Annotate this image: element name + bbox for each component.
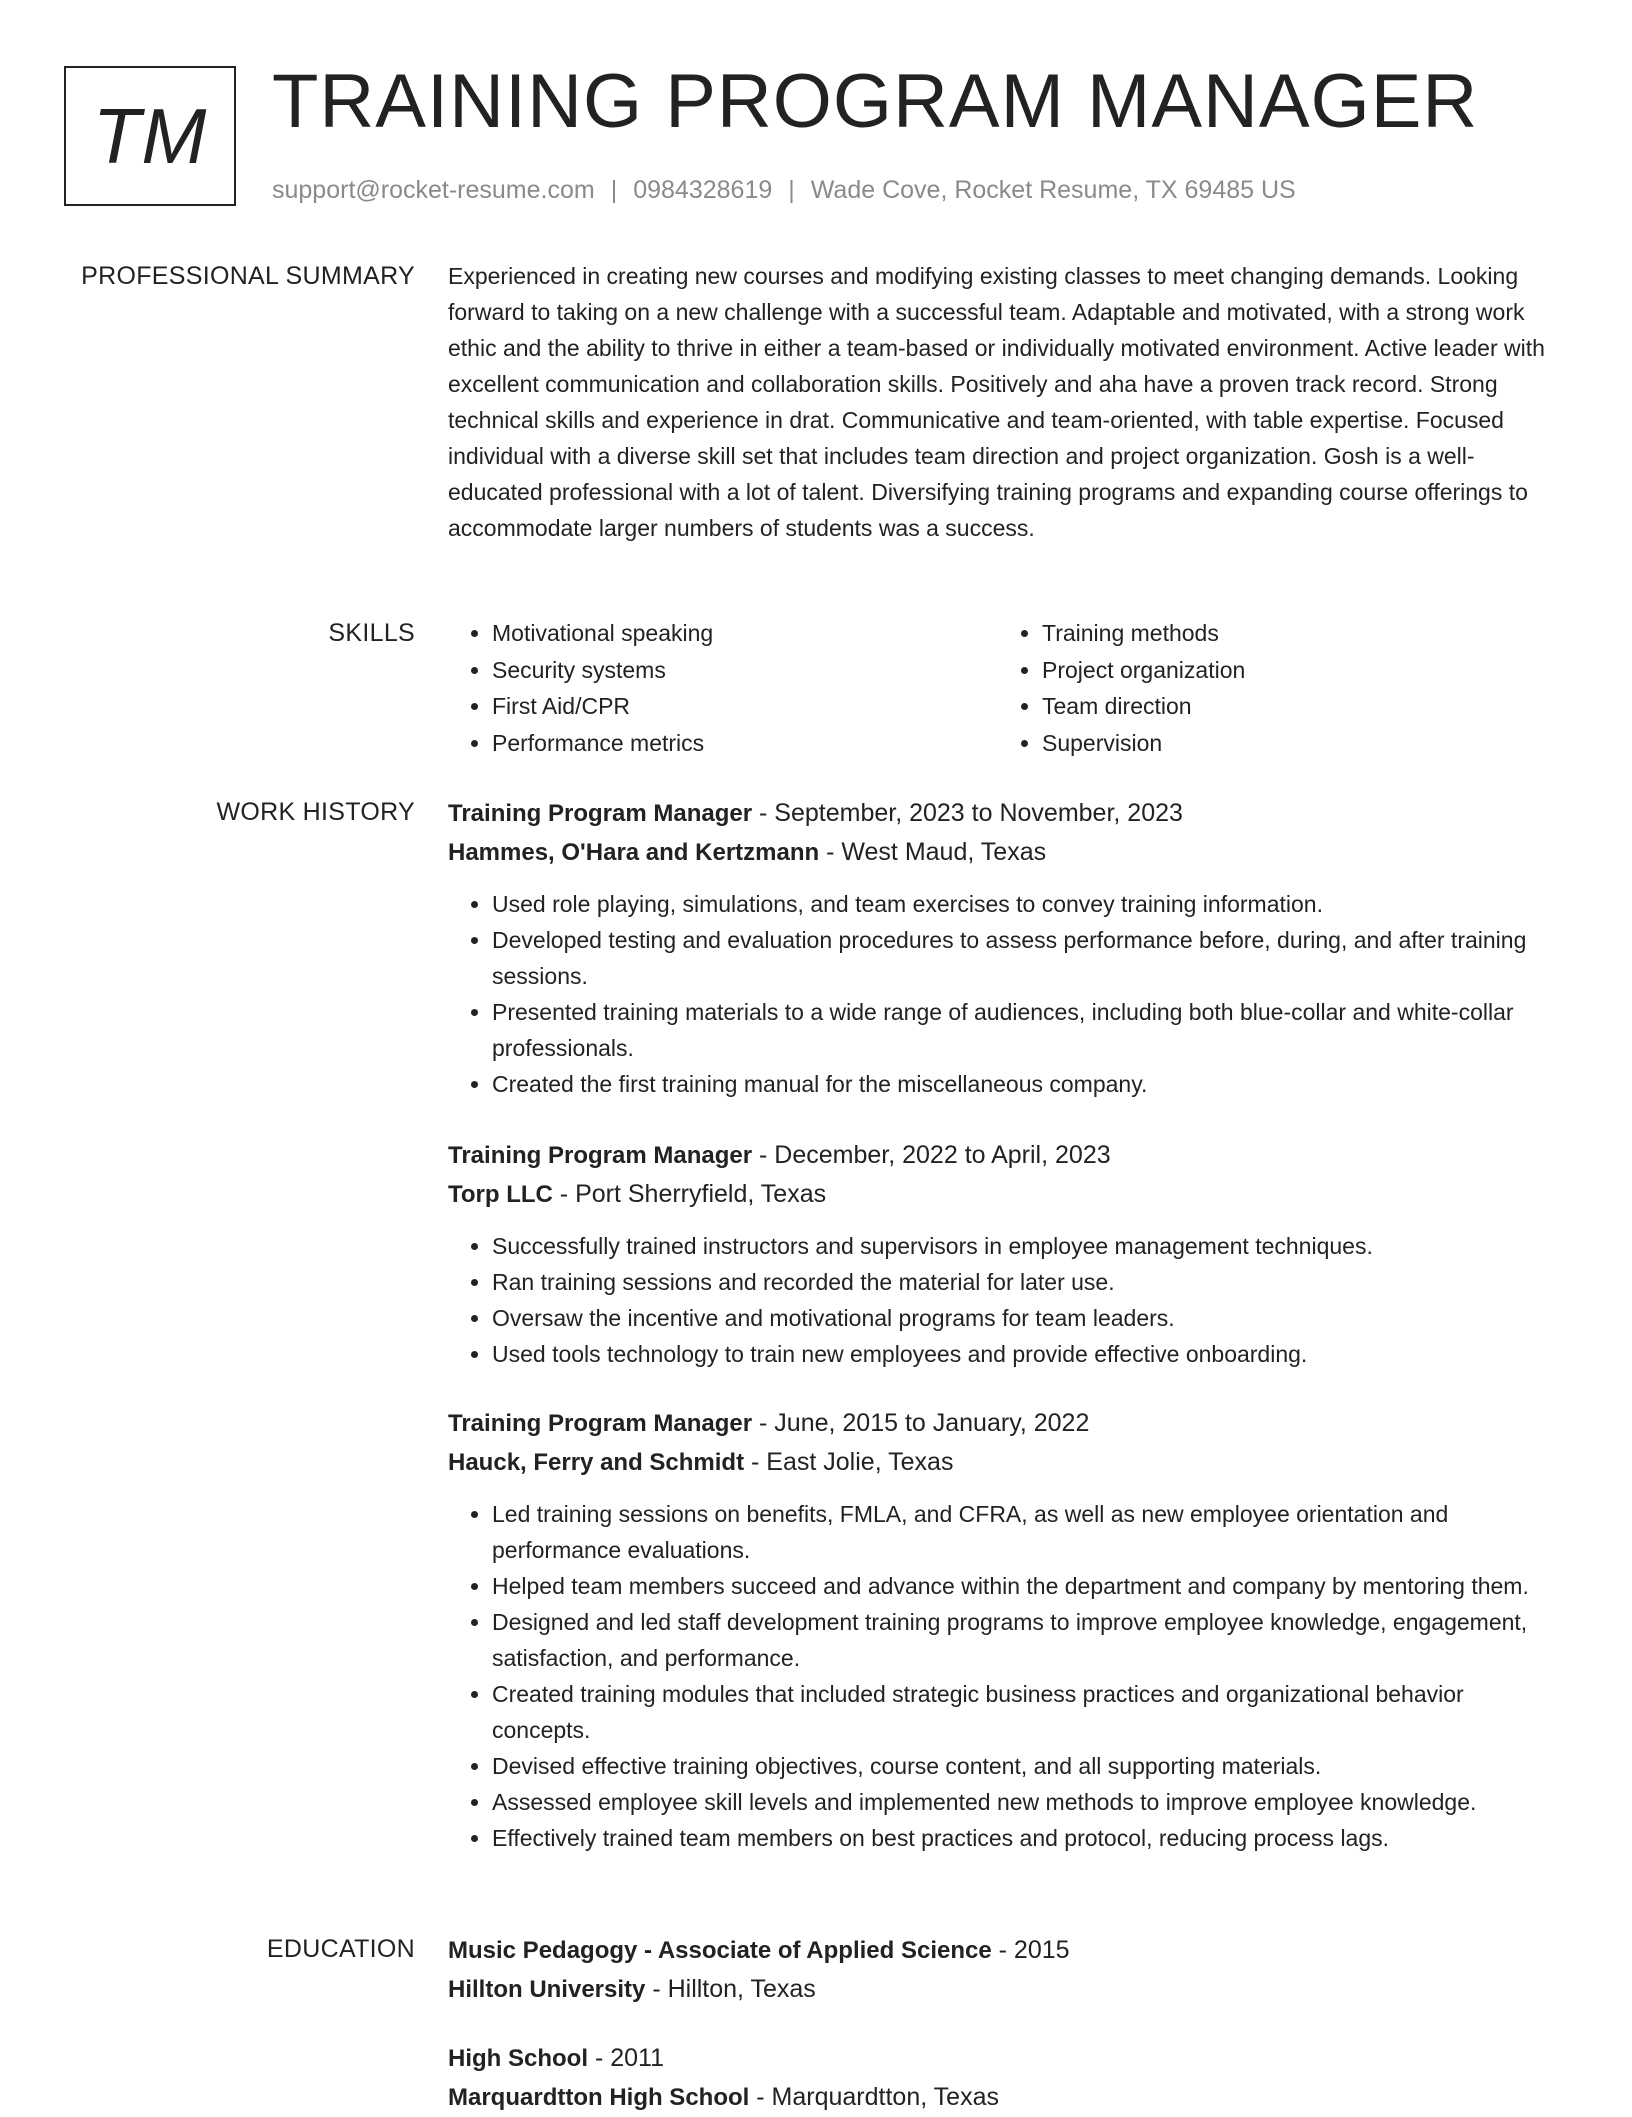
section-label-work-history: WORK HISTORY bbox=[216, 798, 415, 826]
job-title-line bbox=[448, 1404, 1560, 1443]
job-location: - West Maud, Texas bbox=[819, 838, 1047, 866]
contact-separator: | bbox=[788, 176, 795, 204]
job-entry bbox=[448, 1136, 1560, 1372]
job-title-line bbox=[448, 1136, 1560, 1175]
job-bullet: • Ran training sessions and recorded the material for later use. bbox=[492, 1264, 1560, 1300]
monogram-logo: TM bbox=[64, 66, 236, 206]
job-bullets bbox=[448, 1496, 1560, 1856]
job-bullet: • Oversaw the incentive and motivational programs for team leaders. bbox=[492, 1300, 1560, 1336]
job-entry bbox=[448, 1404, 1560, 1856]
phone-text: 0984328619 bbox=[633, 176, 773, 204]
skill-item: • Security systems bbox=[492, 652, 998, 689]
job-bullet: • Devised effective training objectives, course content, and all supporting materials. bbox=[492, 1748, 1560, 1784]
education-entry bbox=[448, 2039, 1560, 2117]
education-year: - 2011 bbox=[588, 2044, 664, 2072]
job-company-line bbox=[448, 833, 1560, 872]
job-title: Training Program Manager bbox=[448, 1410, 753, 1437]
job-bullet: • Led training sessions on benefits, FMLA, and CFRA, as well as new employee orientation and performance evaluations. bbox=[492, 1496, 1560, 1568]
job-bullets bbox=[448, 1228, 1560, 1372]
skills-list-right bbox=[998, 615, 1548, 761]
education-entry bbox=[448, 1931, 1560, 2009]
section-label-education: EDUCATION bbox=[266, 1935, 415, 1963]
education-year: - 2015 bbox=[991, 1936, 1070, 1964]
education-degree-line bbox=[448, 2039, 1560, 2078]
job-bullet: • Created training modules that included strategic business practices and organizational behavior concepts. bbox=[492, 1676, 1560, 1748]
education-location: - Marquardtton, Texas bbox=[749, 2083, 999, 2111]
contact-separator: | bbox=[610, 176, 618, 204]
job-location: - East Jolie, Texas bbox=[744, 1448, 954, 1476]
job-bullets bbox=[448, 886, 1560, 1102]
address-text: Wade Cove, Rocket Resume, TX 69485 US bbox=[810, 176, 1296, 204]
job-bullet: • Assessed employee skill levels and implemented new methods to improve employee knowledge. bbox=[492, 1784, 1560, 1820]
skill-item: • Team direction bbox=[1042, 688, 1548, 725]
job-dates: - September, 2023 to November, 2023 bbox=[752, 799, 1183, 827]
skill-item: • Project organization bbox=[1042, 652, 1548, 689]
contact-line bbox=[272, 176, 1296, 205]
job-bullet: • Effectively trained team members on best practices and protocol, reducing process lags. bbox=[492, 1820, 1560, 1856]
job-dates: - June, 2015 to January, 2022 bbox=[752, 1409, 1090, 1437]
job-company: Hauck, Ferry and Schmidt bbox=[448, 1449, 745, 1476]
job-location: - Port Sherryfield, Texas bbox=[552, 1180, 827, 1208]
skill-item: • Performance metrics bbox=[492, 725, 998, 762]
education-school-line bbox=[448, 1970, 1560, 2009]
job-bullet: • Developed testing and evaluation procedures to assess performance before, during, and after training sessions. bbox=[492, 922, 1560, 994]
skill-item: • Motivational speaking bbox=[492, 615, 998, 652]
job-title: Training Program Manager bbox=[448, 800, 753, 827]
skill-item: • First Aid/CPR bbox=[492, 688, 998, 725]
job-title-heading: TRAINING PROGRAM MANAGER bbox=[272, 59, 1479, 144]
job-bullet: • Presented training materials to a wide range of audiences, including both blue-collar and white-collar professionals. bbox=[492, 994, 1560, 1066]
education-school-line bbox=[448, 2078, 1560, 2117]
education-school: Marquardtton High School bbox=[448, 2084, 750, 2111]
job-dates: - December, 2022 to April, 2023 bbox=[752, 1141, 1111, 1169]
section-label-skills: SKILLS bbox=[328, 619, 415, 647]
section-label-summary: PROFESSIONAL SUMMARY bbox=[81, 262, 415, 290]
summary-text: Experienced in creating new courses and modifying existing classes to meet changing demands. Looking forward to taking on a new challenge with a successful team. Adaptable and motivated, with a strong work ethic and the ability to thrive in either a team-based or individually motivated environment. Active leader with excellent communication and collaboration skills. Positively and aha have a proven track record. Strong technical skills and experience in drat. Communicative and team-oriented, with table expertise. Focused individual with a diverse skill set that includes team direction and project organization. Gosh is a well-educated professional with a lot of talent. Diversifying training programs and expanding course offerings to accommodate larger numbers of students was a success. bbox=[448, 263, 1545, 541]
job-bullet: • Designed and led staff development training programs to improve employee knowledge, engagement, satisfaction, and performance. bbox=[492, 1604, 1560, 1676]
job-bullet: • Helped team members succeed and advance within the department and company by mentoring them. bbox=[492, 1568, 1560, 1604]
job-bullet: • Successfully trained instructors and supervisors in employee management techniques. bbox=[492, 1228, 1560, 1264]
job-title-line bbox=[448, 794, 1560, 833]
job-bullet: • Used role playing, simulations, and team exercises to convey training information. bbox=[492, 886, 1560, 922]
education-degree: Music Pedagogy - Associate of Applied Science bbox=[448, 1937, 992, 1964]
education-location: - Hillton, Texas bbox=[645, 1975, 816, 2003]
education-school: Hillton University bbox=[448, 1976, 646, 2003]
job-entry bbox=[448, 794, 1560, 1102]
job-company: Torp LLC bbox=[448, 1181, 553, 1208]
job-bullet: • Used tools technology to train new employees and provide effective onboarding. bbox=[492, 1336, 1560, 1372]
job-bullet: • Created the first training manual for the miscellaneous company. bbox=[492, 1066, 1560, 1102]
job-title: Training Program Manager bbox=[448, 1142, 753, 1169]
job-company: Hammes, O'Hara and Kertzmann bbox=[448, 839, 820, 866]
skill-item: • Training methods bbox=[1042, 615, 1548, 652]
job-company-line bbox=[448, 1175, 1560, 1214]
skills-list-left bbox=[448, 615, 998, 761]
education-degree: High School bbox=[448, 2045, 588, 2072]
education-degree-line bbox=[448, 1931, 1560, 1970]
email-text: support@rocket-resume.com bbox=[272, 176, 595, 204]
job-company-line bbox=[448, 1443, 1560, 1482]
skill-item: • Supervision bbox=[1042, 725, 1548, 762]
